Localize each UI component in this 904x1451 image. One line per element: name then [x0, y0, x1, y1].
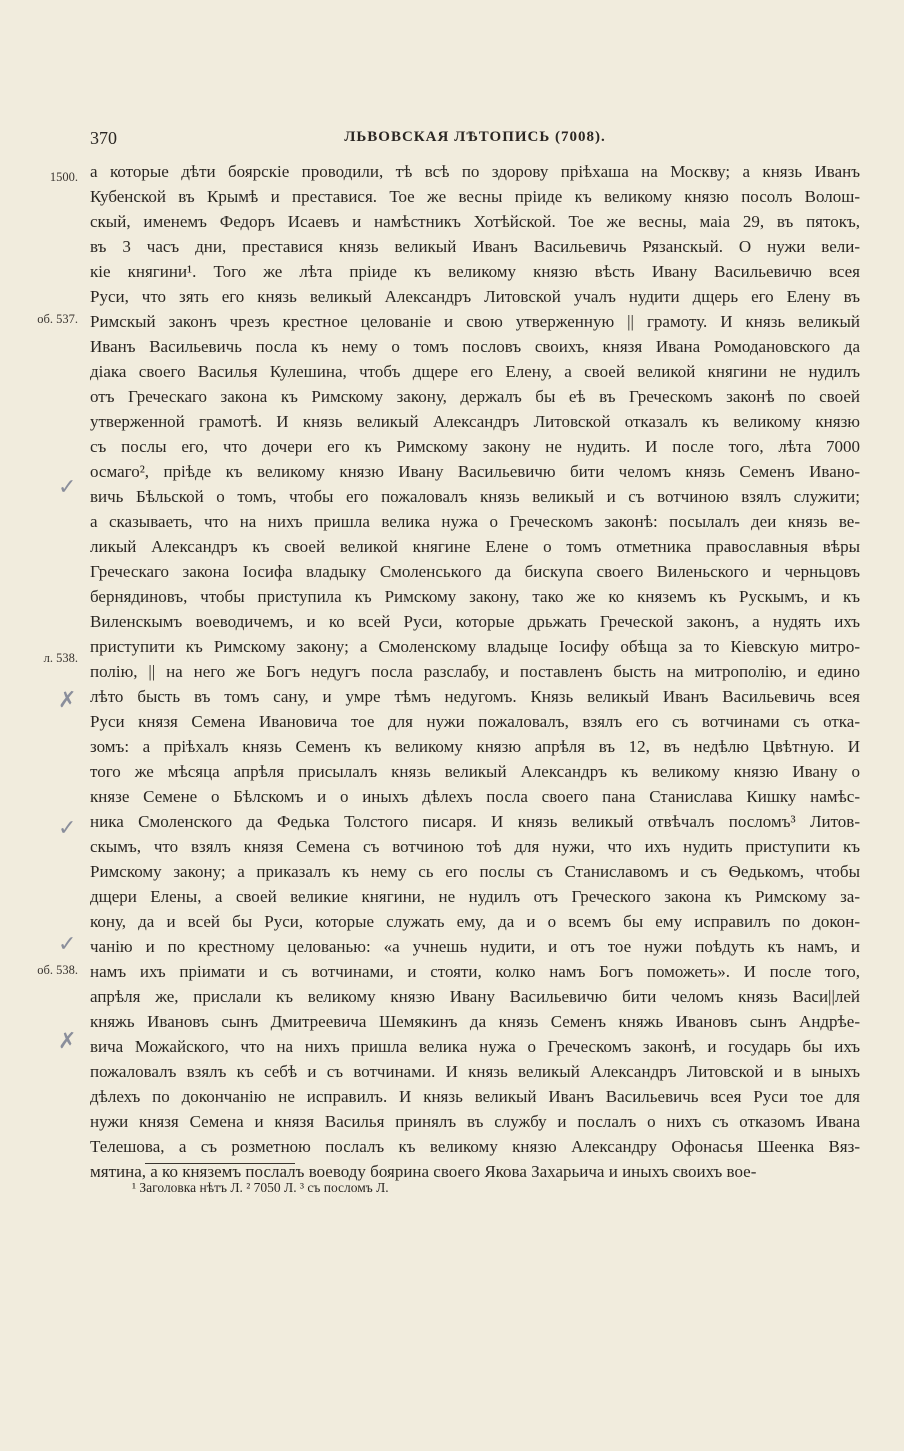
text-line: Римскому закону; а приказалъ къ нему сь его послы съ Станиславомъ и съ Ѳедькомъ, чтобы: [90, 862, 860, 881]
text-line: лѣто бысть въ томъ сану, и умре тѣмъ недугомъ. Князь великый Иванъ Васильевичь всея: [90, 687, 860, 706]
pencil-check-icon: ✓: [58, 816, 77, 841]
text-line: Римскый законъ чрезъ крестное целованіе и свою утверженную || грамоту. И князь великый: [90, 312, 860, 331]
margin-folio-ob-538: об. 538.: [37, 963, 78, 977]
text-line: скый, именемъ Федоръ Исаевъ и намѣстникъ Хотѣйской. Тое же весны, маіа 29, въ пятокъ,: [90, 212, 860, 231]
text-line: полію, || на него же Богъ недугъ посла разслабу, и поставленъ бысть на митрополію, и едино: [90, 662, 860, 681]
margin-year: 1500.: [49, 170, 78, 184]
pencil-check-icon: ✓: [58, 932, 77, 957]
text-line: приступити къ Римскому закону; а Смоленскому владыце Іосифу обѣща за то Кіевскую митро-: [90, 637, 860, 656]
text-line: ника Смоленского да Федька Толстого писаря. И князь великый отвѣчалъ посломъ³ Литов-: [90, 812, 860, 831]
text-line: вичь Бѣльской о томъ, чтобы его пожаловалъ князь великый и съ вотчиною взялъ служити;: [90, 487, 860, 506]
footnote-divider: [145, 1163, 295, 1164]
text-line: кону, да и всей бы Руси, которые служать ему, да и о всемъ бы ему исправилъ по докон-: [90, 912, 860, 931]
text-line: князе Семене о Бѣлскомъ и о иныхъ дѣлехъ посла своего пана Станислава Кишку намѣс-: [90, 787, 860, 806]
text-line: Руси, что зять его князь великый Александръ Литовской учалъ нудити дщерь его Елену въ: [90, 287, 860, 306]
text-line: діака своего Василья Кулешина, чтобъ дщере его Елену, а своей великой княгини не нудилъ: [90, 362, 860, 381]
text-line: отъ Греческаго закона къ Римскому закону, держалъ бы еѣ въ Греческомъ законѣ по своей: [90, 387, 860, 406]
text-line: ликый Александръ къ своей великой княгине Елене о томъ отметника православныя вѣры: [90, 537, 860, 556]
text-line: зомъ: а пріѣхалъ князь Семенъ къ великому князю апрѣля въ 12, въ недѣлю Цвѣтную. И: [90, 737, 860, 756]
text-line: съ послы его, что дочери его къ Римскому закону не нудить. И после того, лѣта 7000: [90, 437, 860, 456]
text-line: а сказываеть, что на нихъ пришла велика нужа о Греческомъ законѣ: посылалъ деи князь ве-: [90, 512, 860, 531]
text-line: дѣлехъ по докончанію не исправилъ. И князь великый Иванъ Васильевичь всея Руси тое для: [90, 1087, 860, 1106]
text-line: утверженной грамотѣ. И князь великый Александръ Литовской отказалъ къ великому князю: [90, 412, 860, 431]
text-line: Иванъ Васильевичь посла къ нему о томъ пословъ своихъ, князя Ивана Ромодановского да: [90, 337, 860, 356]
page-number: 370: [90, 128, 117, 148]
pencil-check-icon: ✗: [58, 688, 77, 713]
text-line: вича Можайского, что на нихъ пришла велика нужа о Греческомъ законѣ, и государь бы ихъ: [90, 1037, 860, 1056]
text-line: кіе княгини¹. Того же лѣта пріиде къ великому князю вѣсть Ивану Васильевичю всея: [90, 262, 860, 281]
text-line: мятина, а ко княземъ послалъ воеводу боярина своего Якова Захарьича и иныхъ своихъ вое-: [90, 1162, 757, 1181]
text-line: чанію и по крестному целованью: «а учнешь нудити, и отъ тое нужи поѣдуть къ намъ, и: [90, 937, 860, 956]
margin-folio-ob-537: об. 537.: [37, 312, 78, 326]
text-line: дщери Елены, а своей великие княгини, не нудилъ отъ Греческого закона къ Римскому за-: [90, 887, 860, 906]
text-line: бернядиновъ, чтобы приступила къ Римскому закону, тако же ко княземъ къ Рускымъ, и къ: [90, 587, 860, 606]
footnotes: ¹ Заголовка нѣтъ Л. ² 7050 Л. ³ съ посломъ Л.: [132, 1180, 389, 1195]
text-line: Греческаго закона Іосифа владыку Смоленського да бискупа своего Виленьского и черньцовъ: [90, 562, 860, 581]
text-line: пожаловалъ взялъ къ себѣ и съ вотчинами. И князь великый Александръ Литовской и в ыныхъ: [90, 1062, 860, 1081]
pencil-check-icon: ✗: [58, 1029, 77, 1054]
text-line: скымъ, что взялъ князя Семена съ вотчиною тоѣ для нужи, что ихъ нудить приступити къ: [90, 837, 860, 856]
text-line: апрѣля же, прислали къ великому князю Ивану Васильевичю бити челомъ князь Васи||лей: [90, 987, 860, 1006]
text-line: Руси князя Семена Ивановича тое для нужи пожаловалъ, взялъ его съ вотчинами съ отка-: [90, 712, 860, 731]
text-line: а которые дѣти боярскіе проводили, тѣ всѣ по здорову пріѣхаша на Москву; а князь Иванъ: [90, 162, 860, 181]
text-line: нужи князя Семена и князя Василья принялъ въ службу и послалъ о нихъ съ отказомъ Ивана: [90, 1112, 860, 1131]
text-line: осмаго², пріѣде къ великому князю Ивану Васильевичю бити челомъ князь Семенъ Ивано-: [90, 462, 860, 481]
text-line: въ 3 часъ дни, преставися князь великый Иванъ Васильевичь Рязанскый. О нужи вели-: [90, 237, 860, 256]
text-line: Телешова, а съ розметною послалъ къ великому князю Александру Офонасья Шеенка Вяз-: [90, 1137, 860, 1156]
text-line: того же мѣсяца апрѣля присылалъ князь великый Александръ къ великому князю Ивану о: [90, 762, 860, 781]
pencil-check-icon: ✓: [58, 475, 77, 500]
text-line: Виленскымъ воеводичемъ, и ко всей Руси, которые дрьжать Греческой законъ, а нудять ихъ: [90, 612, 860, 631]
text-line: Кубенской въ Крымѣ и преставися. Тое же весны пріиде къ великому князю посолъ Волош-: [90, 187, 860, 206]
running-title: ЛЬВОВСКАЯ ЛѢТОПИСЬ (7008).: [344, 129, 606, 145]
text-line: княжь Ивановъ сынъ Дмитреевича Шемякинъ да князь Семенъ княжь Ивановъ сынъ Андрѣе-: [90, 1012, 860, 1031]
text-line: намъ ихъ пріимати и съ вотчинами, и стояти, колко намъ Богъ поможеть». И после того,: [90, 962, 860, 981]
page-header: [90, 128, 860, 152]
margin-folio-l-538: л. 538.: [43, 651, 78, 665]
